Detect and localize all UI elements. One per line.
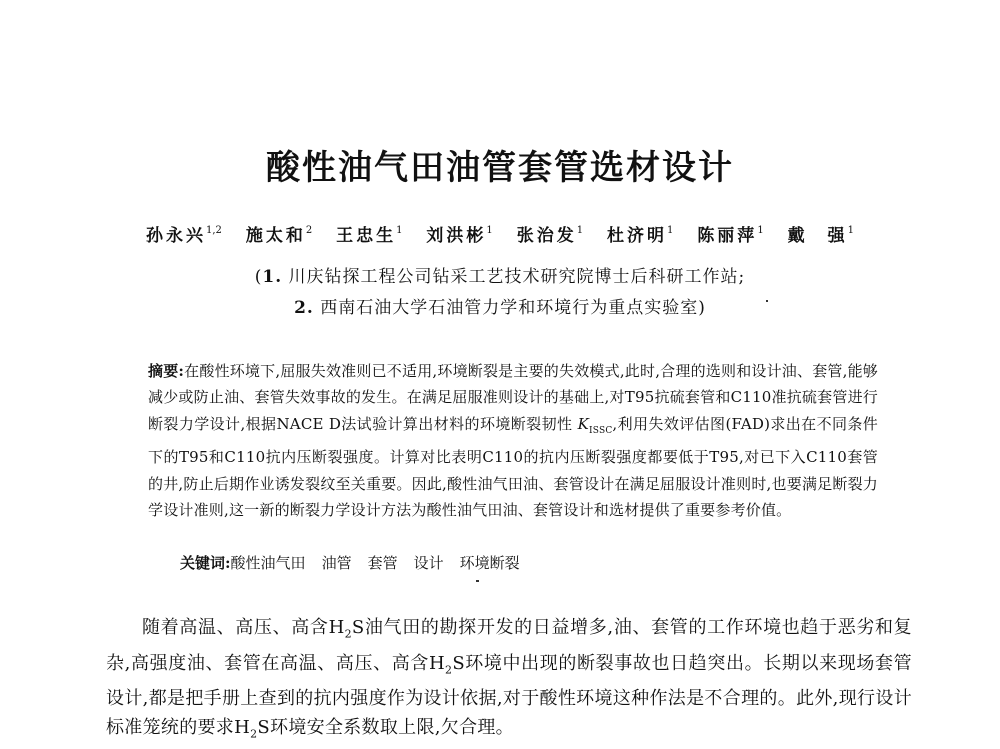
- subscript: 2: [344, 627, 352, 641]
- affiliation-open-paren: (: [254, 267, 263, 287]
- scan-speck: [766, 300, 768, 302]
- author-name: 杜济明: [607, 226, 668, 246]
- keyword: 环境断裂: [459, 554, 520, 572]
- author: [697, 223, 763, 249]
- affiliation-text: 西南石油大学石油管力学和环境行为重点实验室): [320, 298, 706, 318]
- author: [146, 223, 222, 249]
- author: [607, 223, 673, 249]
- author: [788, 223, 854, 249]
- affiliation-number: 2.: [294, 298, 314, 318]
- author: [517, 223, 583, 249]
- subscript: 2: [445, 663, 453, 677]
- abstract-label: 摘要:: [148, 362, 185, 380]
- scan-speck: [476, 580, 479, 582]
- k-subscript: ISSC: [589, 425, 613, 436]
- keyword: 套管: [367, 554, 398, 572]
- author: [336, 223, 402, 249]
- k-symbol: K: [577, 414, 589, 433]
- body-text-segment: 随着高温、高压、高含H: [142, 617, 345, 638]
- body-text-segment: S环境中出现的断裂事故也日趋突出。长期以来现场套管设计,都是把手册上查到的抗内强度作为设计依据,对于酸性环境这种作法是不合理的。此外,现行设计标准笼统的要求H: [106, 652, 912, 739]
- author-name: 张治发: [516, 226, 577, 246]
- abstract-text: 在酸性环境下,屈服失效准则已不适用,环境断裂是主要的失效模式,此时,合理的选则和设计油、套管,能够减少或防止油、套管失效事故的发生。在满足屈服准则设计的基础上,对T95抗硫套管和C110准抗硫套管进行断裂力学设计,根据NACE D法试验计算出材料的环境断裂韧性: [148, 362, 878, 433]
- author-affiliation-mark: 1: [486, 225, 493, 236]
- author-affiliation-mark: 1: [847, 225, 854, 236]
- abstract: [148, 358, 878, 523]
- author-name: 王忠生: [336, 226, 397, 246]
- author: [426, 223, 492, 249]
- body-paragraph: [106, 613, 912, 749]
- affiliation-number: 1.: [262, 267, 283, 287]
- author-name: 陈丽萍: [697, 226, 758, 246]
- keyword: 油管: [321, 554, 352, 572]
- author-list: [90, 223, 910, 249]
- abstract-text: ,利用失效评估图(FAD)求出在不同条件下的T95和C110抗内压断裂强度。计算对比表明C110的抗内压断裂强度都要低于T95,对已下入C110套管的井,防止后期作业诱发裂纹至关重要。因此,酸性油气田油、套管设计在满足屈服设计准则时,也要满足断裂力学设计准则,这一新的断裂力学设计方法为酸性油气田油、套管设计和选材提供了重要参考价值。: [148, 414, 879, 520]
- keywords-label: 关键词:: [180, 554, 231, 572]
- affiliation-text: 川庆钻探工程公司钻采工艺技术研究院博士后科研工作站;: [288, 267, 746, 287]
- author-affiliation-mark: 1: [396, 225, 403, 236]
- author-name: 戴 强: [787, 226, 848, 246]
- author-affiliation-mark: 2: [305, 225, 313, 236]
- keyword: 设计: [413, 554, 444, 572]
- affiliation-line-2: [0, 295, 1000, 321]
- keywords: [180, 551, 536, 575]
- keyword: 酸性油气田: [230, 554, 306, 572]
- author-affiliation-mark: 1: [667, 225, 674, 236]
- author-name: 刘洪彬: [426, 226, 487, 246]
- body-text-segment: S油气田的勘探开发的日益增多,油、套管的工作环境也趋于恶劣和复杂,高强度油、套管在高温、高压、高含H: [106, 617, 912, 674]
- author-affiliation-mark: 1: [757, 225, 764, 236]
- subscript: 2: [250, 727, 258, 741]
- author-affiliation-mark: 1: [576, 225, 584, 236]
- author-name: 施太和: [245, 226, 306, 246]
- author-name: 孙永兴: [146, 226, 206, 246]
- paper-title: 酸性油气田油管套管选材设计: [266, 148, 734, 188]
- body-text-segment: S环境安全系数取上限,欠合理。: [257, 717, 514, 739]
- affiliation-line-1: [0, 264, 1000, 290]
- author-affiliation-mark: 1,2: [206, 225, 222, 236]
- author: [246, 223, 312, 249]
